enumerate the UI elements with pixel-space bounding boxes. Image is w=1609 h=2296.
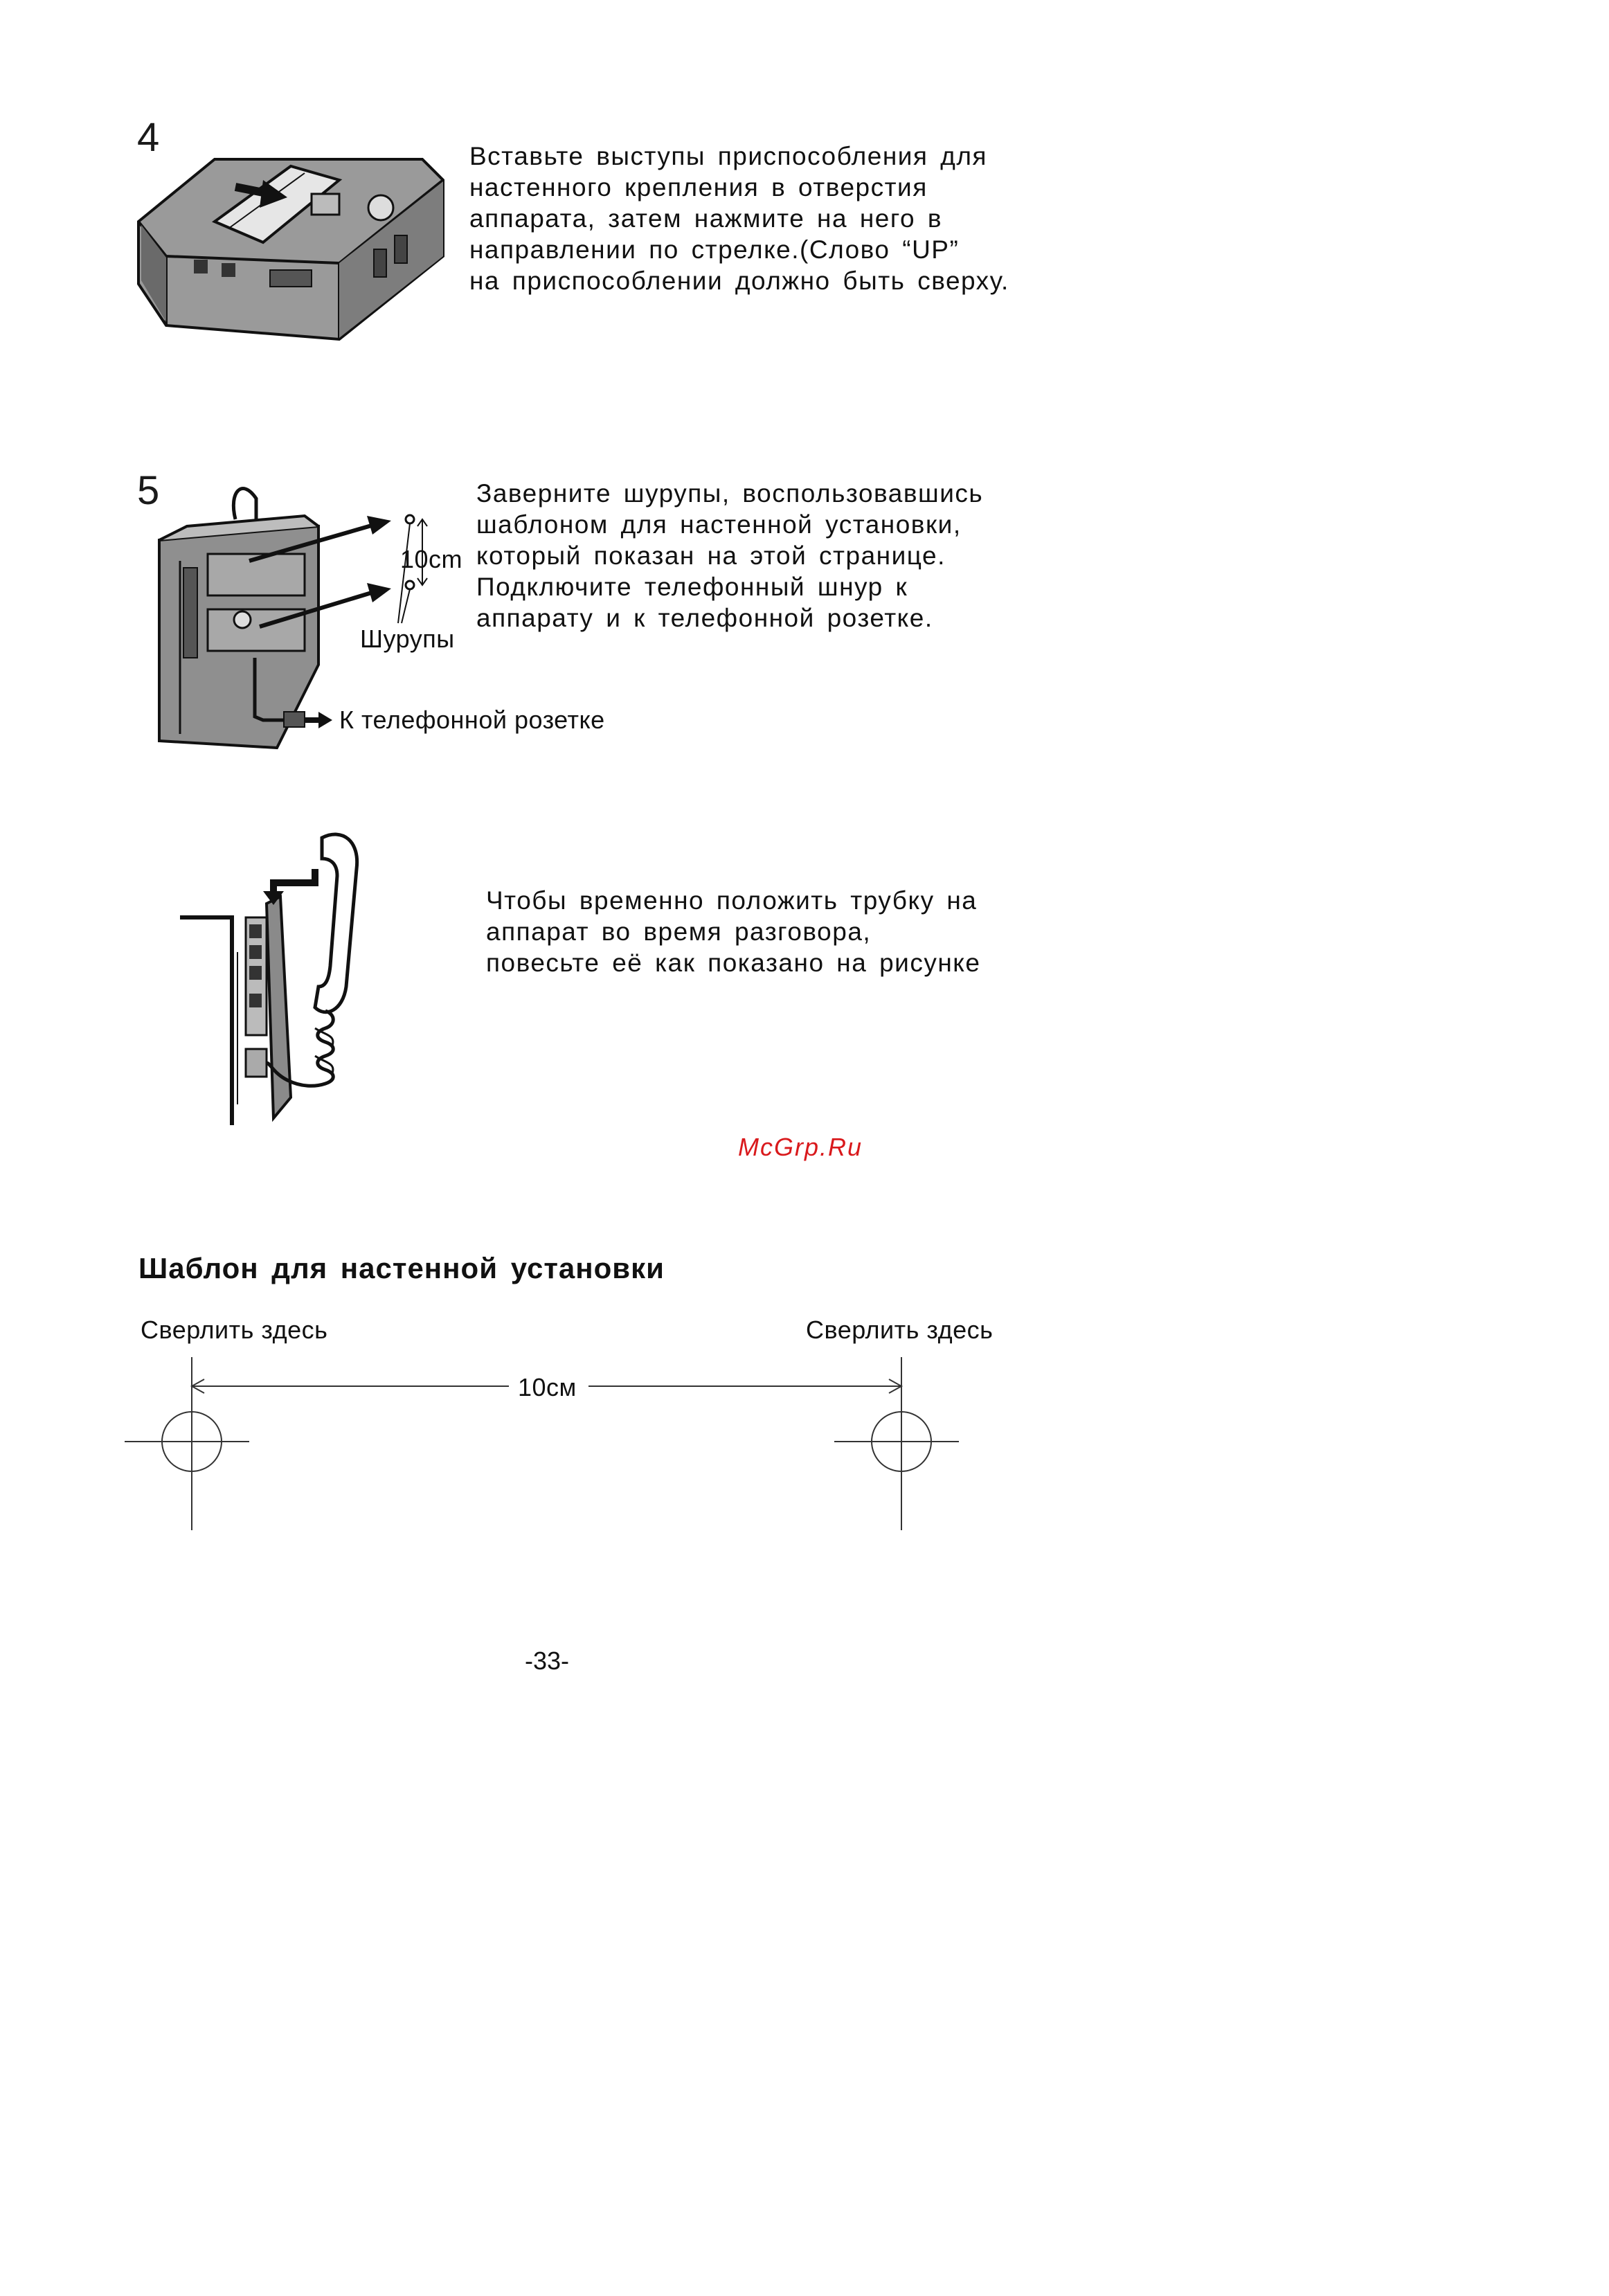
handset-hanging-illustration <box>177 827 398 1132</box>
drill-here-left: Сверлить здесь <box>141 1316 328 1344</box>
template-distance: 10см <box>518 1373 577 1401</box>
phone-bracket-illustration <box>132 138 450 374</box>
socket-label: К телефонной розетке <box>339 706 605 734</box>
step-5-text: Заверните шурупы, воспользовавшись шаблоном для настенной установки, который показан на этой странице. Подключите телефонный шнур к аппарату и к телефонной розетке. <box>476 479 984 632</box>
step-5-number: 5 <box>137 468 160 513</box>
page-number: -33- <box>525 1647 570 1675</box>
step-4-text: Вставьте выступы приспособления для настенного крепления в отверстия аппарата, затем нажмите на него в направлении по стрелке.(Слово “UP” на приспособлении должно быть сверху. <box>469 142 1009 295</box>
watermark: McGrp.Ru <box>738 1133 863 1161</box>
screws-label: Шурупы <box>360 625 455 653</box>
distance-label: 10cm <box>400 545 463 573</box>
step-4-number: 4 <box>137 115 160 160</box>
drill-here-right: Сверлить здесь <box>806 1316 994 1344</box>
handset-text: Чтобы временно положить трубку на аппарат во время разговора, повесьте её как показано на рисунке <box>486 886 981 977</box>
template-title: Шаблон для настенной установки <box>138 1252 665 1284</box>
